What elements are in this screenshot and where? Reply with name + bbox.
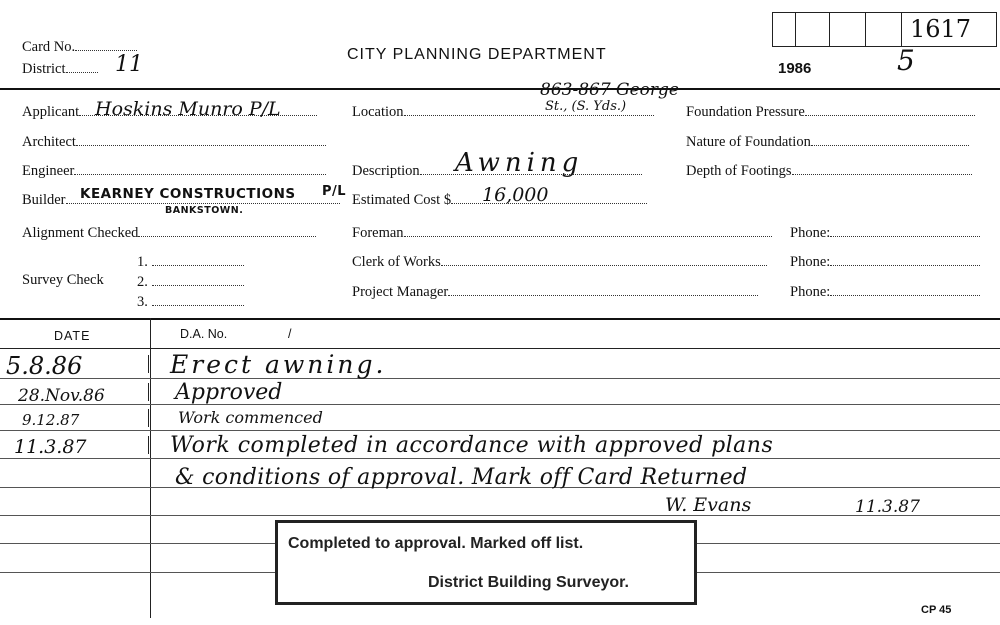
phone-label-3: Phone: bbox=[790, 284, 831, 300]
entry-text-5: & conditions of approval. Mark off Card Returned bbox=[175, 465, 748, 490]
stamp-line-1: Completed to approval. Marked off list. bbox=[288, 535, 584, 552]
survey-num-3: 3. bbox=[137, 294, 148, 310]
stamp-line-2: District Building Surveyor. bbox=[428, 574, 629, 591]
signature-date: 11.3.87 bbox=[855, 497, 920, 517]
approval-stamp bbox=[275, 520, 697, 605]
clerk-label: Clerk of Works bbox=[352, 254, 441, 270]
alignment-field bbox=[22, 224, 316, 242]
entry-date-1: 5.8.86 bbox=[6, 352, 83, 380]
da-slash: / bbox=[288, 327, 292, 341]
date-tick bbox=[148, 383, 149, 401]
date-tick bbox=[148, 355, 149, 373]
survey-label: Survey Check bbox=[22, 272, 104, 288]
rule-line bbox=[0, 458, 1000, 459]
rule-line bbox=[0, 404, 1000, 405]
project-manager-label: Project Manager bbox=[352, 284, 449, 300]
signature: W. Evans bbox=[665, 494, 752, 516]
district-field bbox=[22, 60, 98, 78]
header-divider bbox=[0, 88, 1000, 90]
alignment-label: Alignment Checked bbox=[22, 225, 139, 241]
date-tick bbox=[148, 436, 149, 454]
builder-label: Builder bbox=[22, 192, 66, 208]
nature-label: Nature of Foundation bbox=[686, 134, 811, 150]
phone-label-1: Phone: bbox=[790, 225, 831, 241]
phone-field-2 bbox=[790, 253, 980, 271]
builder-sub: BANKSTOWN. bbox=[165, 205, 244, 216]
description-label: Description bbox=[352, 163, 420, 179]
da-header: D.A. No. bbox=[180, 327, 228, 341]
builder-suffix: P/L bbox=[322, 184, 347, 199]
survey-line-3 bbox=[137, 293, 244, 311]
card-number: 1617 bbox=[910, 15, 972, 43]
entry-text-3: Work commenced bbox=[178, 408, 323, 427]
entry-text-1: Erect awning. bbox=[170, 350, 387, 379]
district-label: District bbox=[22, 61, 66, 77]
date-tick bbox=[148, 409, 149, 427]
architect-field bbox=[22, 133, 326, 151]
foreman-field bbox=[352, 224, 772, 242]
survey-num-1: 1. bbox=[137, 254, 148, 270]
survey-line-1 bbox=[137, 253, 244, 271]
form-code: CP 45 bbox=[921, 604, 952, 616]
engineer-field bbox=[22, 162, 326, 180]
entry-date-4: 11.3.87 bbox=[14, 436, 87, 458]
phone-field-3 bbox=[790, 283, 980, 301]
phone-field-1 bbox=[790, 224, 980, 242]
district-value: 11 bbox=[115, 52, 143, 77]
entry-text-2: Approved bbox=[175, 380, 283, 405]
survey-line-2 bbox=[137, 273, 244, 291]
date-column-divider bbox=[150, 318, 151, 618]
builder-value: KEARNEY CONSTRUCTIONS bbox=[80, 186, 296, 202]
applicant-value: Hoskins Munro P/L bbox=[95, 98, 281, 120]
cost-label: Estimated Cost $ bbox=[352, 192, 452, 208]
applicant-label: Applicant bbox=[22, 104, 80, 120]
nature-field bbox=[686, 133, 969, 151]
depth-label: Depth of Footings bbox=[686, 163, 792, 179]
architect-label: Architect bbox=[22, 134, 76, 150]
card-number-suffix: 5 bbox=[897, 44, 915, 77]
rule-line bbox=[0, 378, 1000, 379]
rule-line bbox=[0, 515, 1000, 516]
survey-num-2: 2. bbox=[137, 274, 148, 290]
project-manager-field bbox=[352, 283, 758, 301]
location-line-1: 863-867 George bbox=[540, 80, 679, 100]
foundation-pressure-field bbox=[686, 103, 975, 121]
description-value: Awning bbox=[455, 148, 584, 178]
department-title: CITY PLANNING DEPARTMENT bbox=[347, 46, 607, 63]
rule-line bbox=[0, 430, 1000, 431]
depth-field bbox=[686, 162, 972, 180]
date-header: DATE bbox=[54, 329, 91, 343]
entry-date-2: 28.Nov.86 bbox=[18, 386, 105, 406]
entry-date-3: 9.12.87 bbox=[22, 411, 80, 429]
entry-text-4: Work completed in accordance with approved plans bbox=[170, 433, 774, 458]
clerk-field bbox=[352, 253, 767, 271]
foreman-label: Foreman bbox=[352, 225, 404, 241]
log-header-divider bbox=[0, 348, 1000, 349]
foundation-pressure-label: Foundation Pressure bbox=[686, 104, 805, 120]
engineer-label: Engineer bbox=[22, 163, 75, 179]
location-label: Location bbox=[352, 104, 404, 120]
card-no-label: Card No. bbox=[22, 39, 76, 55]
cost-value: 16,000 bbox=[482, 184, 549, 206]
year-label: 1986 bbox=[778, 60, 812, 77]
location-line-2: St., (S. Yds.) bbox=[545, 99, 627, 114]
phone-label-2: Phone: bbox=[790, 254, 831, 270]
